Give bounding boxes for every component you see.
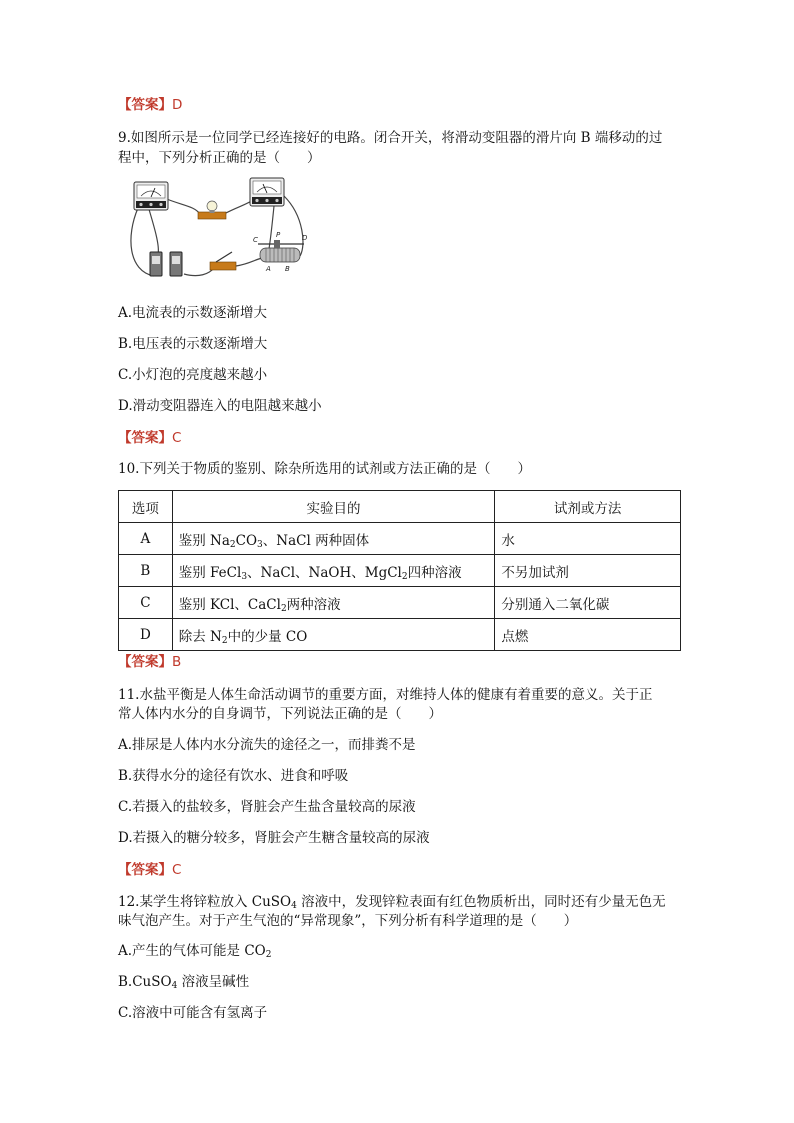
row-option: A [119, 523, 173, 555]
subscript: 3 [241, 571, 248, 582]
row-option: B [119, 555, 173, 587]
row-method: 分别通入二氧化碳 [495, 587, 681, 619]
q12-stem-line2: 味气泡产生。对于产生气泡的“异常现象”，下列分析有科学道理的是（ ） [118, 913, 578, 929]
q9-option-c: C.小灯泡的亮度越来越小 [118, 367, 268, 383]
subscript: 3 [257, 539, 263, 550]
label-b: B [285, 265, 290, 273]
option-text: B.CuSO [118, 974, 172, 990]
row-method: 点燃 [495, 619, 681, 651]
q11-stem-line1: 11.水盐平衡是人体生命活动调节的重要方面，对维持人体的健康有着重要的意义。关于正 [118, 687, 653, 703]
row-option: D [119, 619, 173, 651]
subscript: 2 [280, 603, 287, 614]
subscript: 4 [171, 981, 178, 991]
option-text: 溶液呈碱性 [177, 974, 250, 990]
label-a: A [266, 265, 271, 273]
table-row [119, 587, 681, 619]
q11-option-c: C.若摄入的盐较多，肾脏会产生盐含量较高的尿液 [118, 799, 416, 815]
purpose-text: 鉴别 KCl、CaCl [178, 596, 281, 613]
header-purpose: 实验目的 [172, 491, 495, 523]
answer-label: 【答案】 [118, 97, 172, 113]
subscript: 2 [229, 539, 236, 550]
answer-label: 【答案】 [118, 430, 172, 446]
purpose-text: 除去 N [178, 628, 222, 645]
purpose-text: CO [235, 532, 258, 549]
subscript: 2 [265, 950, 272, 960]
answer-line-q9 [118, 429, 181, 447]
q10-stem: 10.下列关于物质的鉴别、除杂所选用的试剂或方法正确的是（ ） [118, 461, 531, 477]
circuit-diagram [124, 176, 320, 284]
battery-icon [150, 252, 182, 276]
q9-option-d: D.滑动变阻器连入的电阻越来越小 [118, 398, 322, 414]
q9-option-b: B.电压表的示数逐渐增大 [118, 336, 268, 352]
rheostat-icon [258, 240, 304, 262]
table-header-row [119, 491, 681, 523]
subscript: 2 [221, 635, 228, 646]
subscript: 4 [291, 901, 297, 911]
q12-option-b [118, 973, 249, 991]
q9-stem-line2: 程中，下列分析正确的是（ ） [118, 150, 321, 166]
table-row [119, 619, 681, 651]
row-purpose [172, 555, 495, 587]
label-c: C [253, 236, 258, 244]
q11-stem-line2: 常人体内水分的自身调节，下列说法正确的是（ ） [118, 706, 442, 722]
ammeter-icon [134, 182, 168, 210]
answer-label: 【答案】 [118, 654, 172, 670]
table-row [119, 555, 681, 587]
q12-stem-line1 [118, 893, 666, 911]
answer-value: D [172, 97, 183, 113]
stem-text: 溶液中，发现锌粒表面有红色物质析出，同时还有少量无色无 [296, 894, 666, 910]
q11-option-b: B.获得水分的途径有饮水、进食和呼吸 [118, 768, 349, 784]
table-row [119, 523, 681, 555]
header-option: 选项 [119, 491, 173, 523]
row-purpose [172, 587, 495, 619]
subscript: 2 [401, 571, 408, 582]
purpose-text: 中的少量 CO [227, 628, 308, 645]
purpose-text: 鉴别 FeCl [178, 564, 242, 581]
row-purpose [172, 619, 495, 651]
q11-option-a: A.排尿是人体内水分流失的途径之一，而排粪不是 [118, 737, 416, 753]
answer-value: B [172, 654, 182, 670]
purpose-text: 鉴别 Na [178, 532, 230, 549]
row-method: 不另加试剂 [495, 555, 681, 587]
label-p: P [276, 231, 281, 239]
answer-value: C [172, 862, 182, 878]
q9-stem-line1: 9.如图所示是一位同学已经连接好的电路。闭合开关，将滑动变阻器的滑片向 B 端移动的过 [118, 130, 663, 146]
row-method: 水 [495, 523, 681, 555]
purpose-text: 两种溶液 [286, 596, 341, 613]
label-d: D [302, 234, 308, 242]
bulb-icon [198, 201, 226, 219]
answer-value: C [172, 430, 182, 446]
q10-options-table [118, 490, 681, 651]
answer-label: 【答案】 [118, 862, 172, 878]
switch-icon [210, 252, 236, 270]
answer-line-q11 [118, 861, 181, 879]
q11-option-d: D.若摄入的糖分较多，肾脏会产生糖含量较高的尿液 [118, 830, 430, 846]
q9-option-a: A.电流表的示数逐渐增大 [118, 305, 268, 321]
answer-line-q8 [118, 96, 182, 114]
purpose-text: 、NaCl 两种固体 [262, 532, 370, 549]
answer-line-q10 [118, 653, 181, 671]
row-purpose [172, 523, 495, 555]
q12-option-a [118, 942, 271, 960]
stem-text: 12.某学生将锌粒放入 CuSO [118, 894, 292, 910]
purpose-text: 四种溶液 [407, 564, 462, 581]
option-text: A.产生的气体可能是 CO [118, 943, 266, 959]
row-option: C [119, 587, 173, 619]
purpose-text: 、NaCl、NaOH、MgCl [247, 564, 402, 581]
header-method: 试剂或方法 [495, 491, 681, 523]
voltmeter-icon [250, 178, 284, 206]
q12-option-c: C.溶液中可能含有氢离子 [118, 1005, 268, 1021]
